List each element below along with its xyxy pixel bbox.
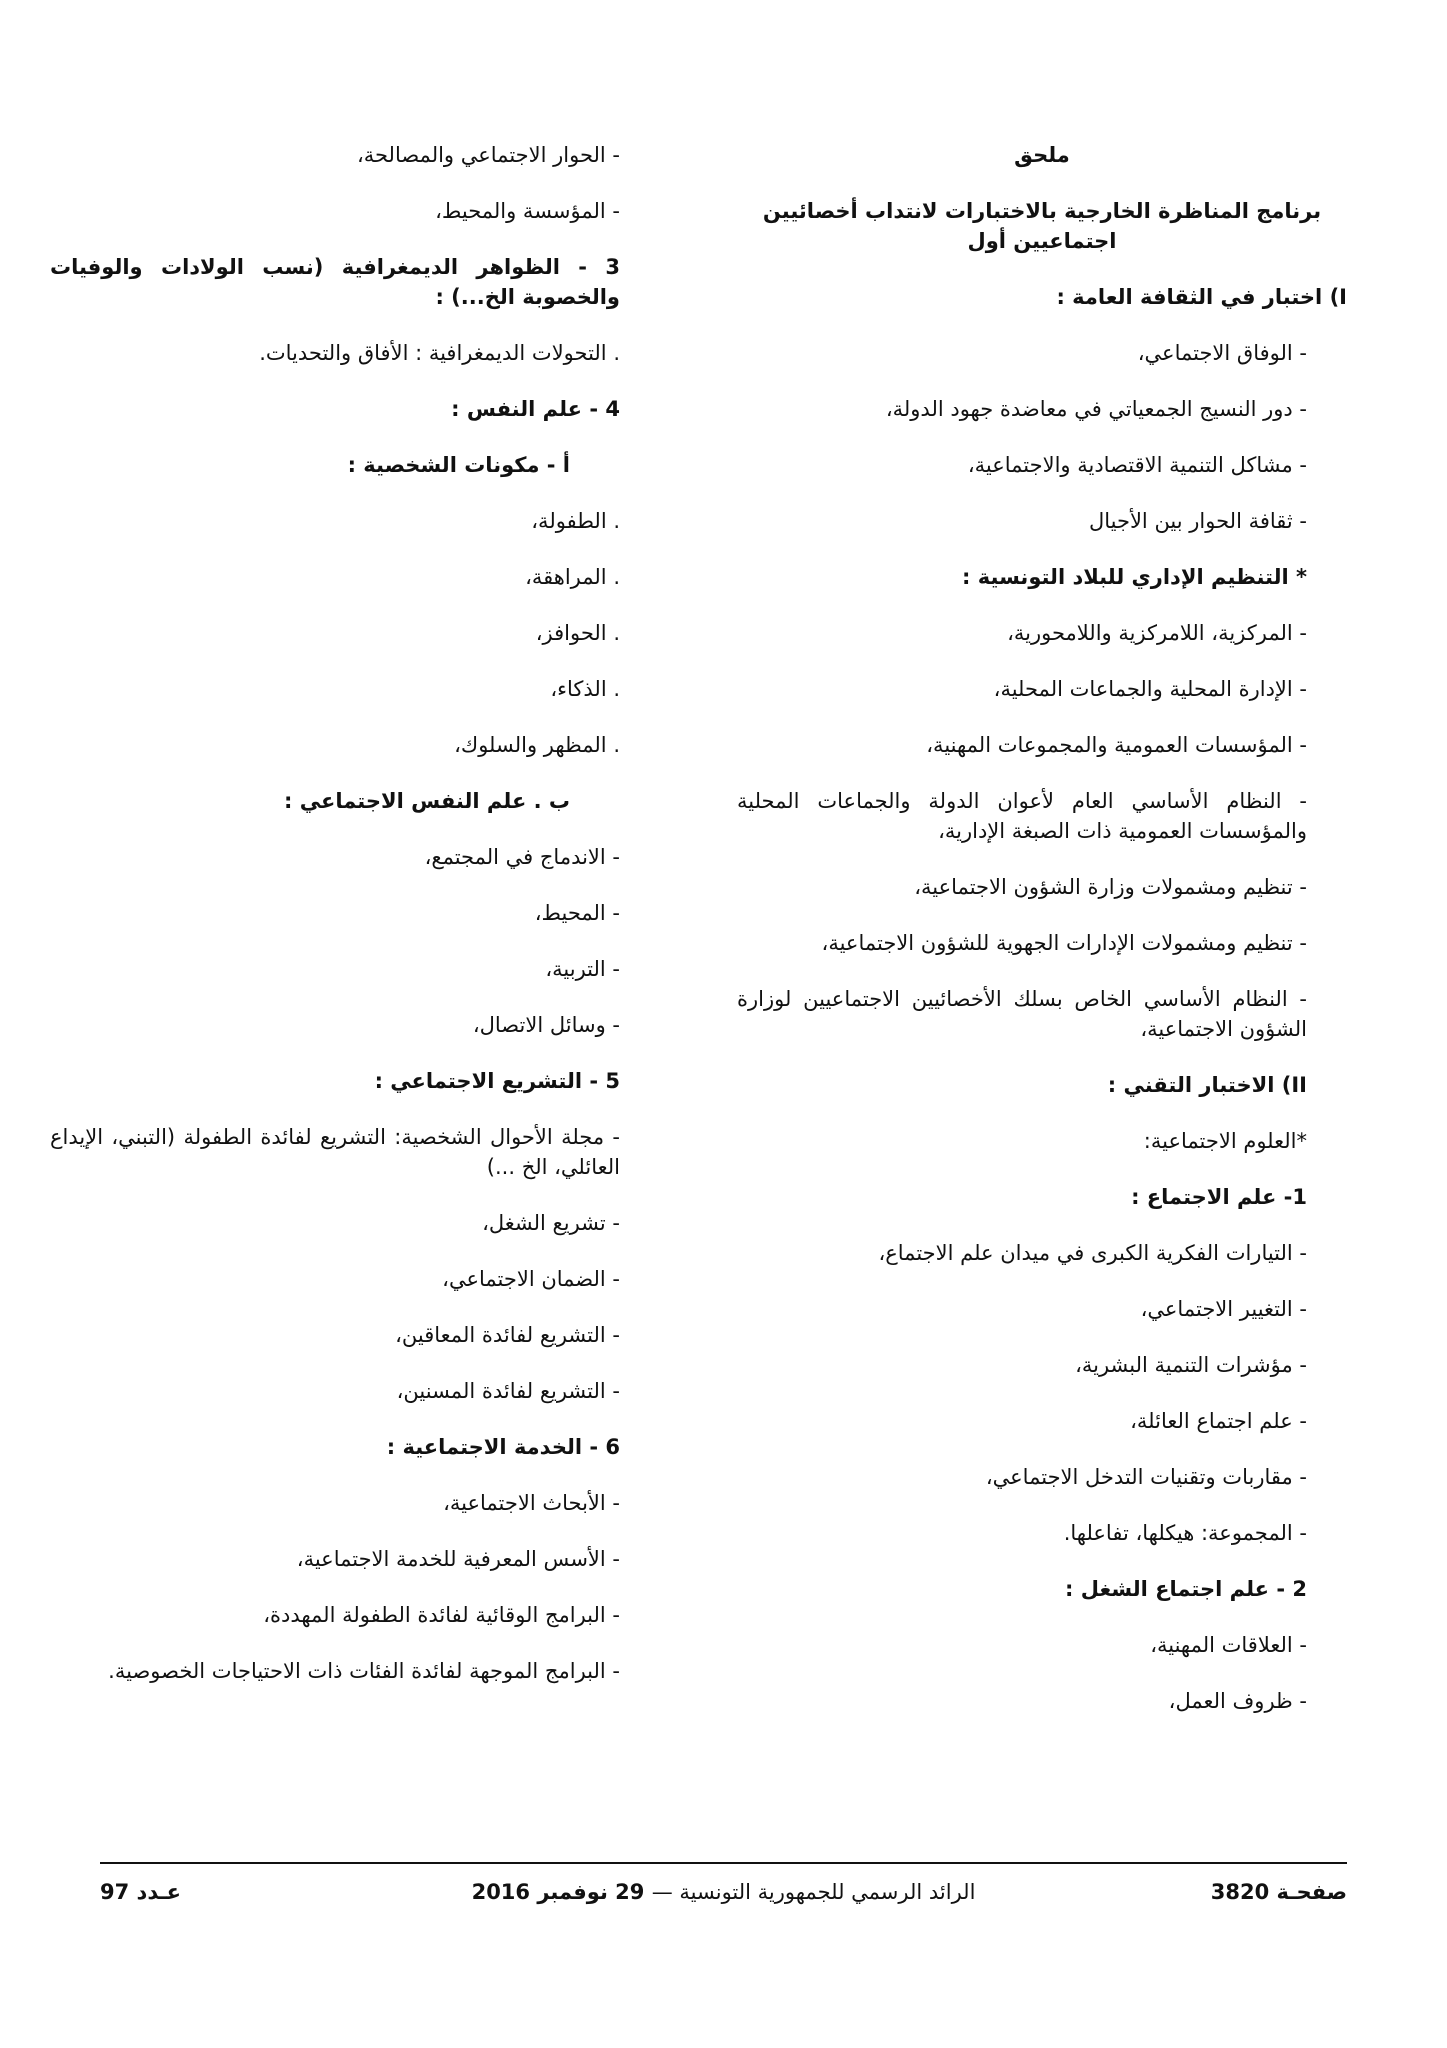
left-column-line: . الحوافز، [535,621,620,645]
right-column-line: 1- علم الاجتماع : [1131,1185,1307,1209]
footer-divider [100,1862,1347,1864]
left-column-line: - المؤسسة والمحيط، [435,199,620,223]
right-column-line: - التيارات الفكرية الكبرى في ميدان علم الاجتماع، [878,1241,1307,1265]
left-column-line: . الطفولة، [531,509,620,533]
right-column-line: - مؤشرات التنمية البشرية، [1075,1353,1307,1377]
right-column [737,140,1347,1742]
right-column-line: - مقاربات وتقنيات التدخل الاجتماعي، [985,1465,1307,1489]
left-column-line: . الذكاء، [550,677,620,701]
footer-page-number: صفحـة 3820 [1210,1880,1347,1904]
right-column-line: - مشاكل التنمية الاقتصادية والاجتماعية، [967,453,1307,477]
right-column-line: - الوفاق الاجتماعي، [1137,341,1307,365]
right-column-line: - علم اجتماع العائلة، [1130,1409,1307,1433]
left-column-line: . المراهقة، [525,565,620,589]
right-column-line: I) اختبار في الثقافة العامة : [1056,285,1347,309]
right-column-line: - دور النسيج الجمعياتي في معاضدة جهود الدولة، [885,397,1307,421]
left-column-line: - الحوار الاجتماعي والمصالحة، [356,143,620,167]
left-column-line: - تشريع الشغل، [482,1211,620,1235]
right-column-line: - تنظيم ومشمولات وزارة الشؤون الاجتماعية، [914,875,1307,899]
left-column-line: - الاندماج في المجتمع، [424,845,620,869]
left-column-line: 4 - علم النفس : [451,397,620,421]
left-column-line: - الأسس المعرفية للخدمة الاجتماعية، [296,1547,620,1571]
right-column-line: ملحق [1014,143,1070,167]
left-column-line: . المظهر والسلوك، [454,733,620,757]
right-column-line: * التنظيم الإداري للبلاد التونسية : [962,565,1307,589]
right-column-line: II) الاختبار التقني : [1107,1073,1307,1097]
footer-publication-title: الرائد الرسمي للجمهورية التونسية — [651,1880,976,1904]
left-column-line: . التحولات الديمغرافية : الأفاق والتحديات. [259,341,620,365]
right-column-line: - النظام الأساسي العام لأعوان الدولة والجماعات المحلية والمؤسسات العمومية ذات الصبغة الإدارية، [737,789,1307,843]
left-column-line: - الأبحاث الاجتماعية، [443,1491,620,1515]
right-column-line: - العلاقات المهنية، [1150,1633,1307,1657]
right-column-line: - ثقافة الحوار بين الأجيال [1088,509,1307,533]
left-column-line: - مجلة الأحوال الشخصية: التشريع لفائدة الطفولة (التبني، الإيداع العائلي، الخ ...) [50,1125,620,1179]
left-column [50,140,660,1712]
right-column-line: - الإدارة المحلية والجماعات المحلية، [993,677,1307,701]
right-column-line: - التغيير الاجتماعي، [1140,1297,1307,1321]
right-column-line: 2 - علم اجتماع الشغل : [1065,1577,1307,1601]
right-column-line: - المركزية، اللامركزية واللامحورية، [1007,621,1307,645]
page-footer [100,1880,1347,1916]
left-column-line: أ - مكونات الشخصية : [347,453,570,477]
left-column-line: - الضمان الاجتماعي، [442,1267,620,1291]
left-column-line: 3 - الظواهر الديمغرافية (نسب الولادات والوفيات والخصوبة الخ...) : [50,255,620,309]
left-column-line: - التربية، [545,957,620,981]
right-column-line: *العلوم الاجتماعية: [1143,1129,1307,1153]
left-column-line: - البرامج الوقائية لفائدة الطفولة المهددة، [263,1603,620,1627]
right-column-line: - النظام الأساسي الخاص بسلك الأخصائيين الاجتماعيين لوزارة الشؤون الاجتماعية، [737,987,1307,1041]
footer-issue-number: عـدد 97 [100,1880,181,1904]
left-column-line: 5 - التشريع الاجتماعي : [374,1069,620,1093]
footer-publication [100,1880,1347,1904]
right-column-line: - ظروف العمل، [1168,1689,1307,1713]
left-column-line: - التشريع لفائدة المعاقين، [395,1323,620,1347]
left-column-line: - التشريع لفائدة المسنين، [396,1379,620,1403]
right-column-line: - تنظيم ومشمولات الإدارات الجهوية للشؤون الاجتماعية، [821,931,1307,955]
left-column-line: - المحيط، [534,901,620,925]
left-column-line: ب . علم النفس الاجتماعي : [284,789,570,813]
left-column-line: - وسائل الاتصال، [472,1013,620,1037]
right-column-line: - المجموعة: هيكلها، تفاعلها. [1063,1521,1307,1545]
left-column-line: 6 - الخدمة الاجتماعية : [386,1435,620,1459]
left-column-line: - البرامج الموجهة لفائدة الفئات ذات الاحتياجات الخصوصية. [108,1659,620,1683]
right-column-line: - المؤسسات العمومية والمجموعات المهنية، [926,733,1307,757]
footer-date: 29 نوفمبر 2016 [471,1880,645,1904]
right-column-line: برنامج المناظرة الخارجية بالاختبارات لانتداب أخصائيين اجتماعيين أول [762,199,1322,253]
